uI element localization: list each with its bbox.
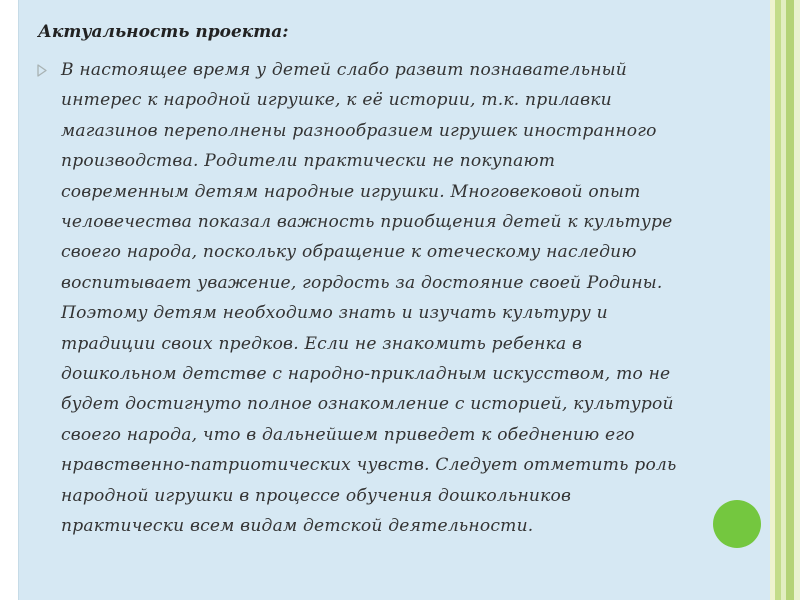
body-line: производства. Родители практически не покупают (61, 151, 556, 172)
body-line: народной игрушки в процессе обучения дошкольников (61, 485, 572, 506)
body-line: нравственно-патриотических чувств. Следует отметить роль (61, 455, 677, 476)
decorative-stripe (786, 0, 794, 600)
body-line: будет достигнуто полное ознакомление с историей, культурой (61, 394, 674, 415)
body-line: традиции своих предков. Если не знакомить ребенка в (61, 333, 583, 354)
body-line: дошкольном детстве с народно-прикладным искусством, то не (61, 364, 671, 385)
body-paragraph (61, 55, 753, 542)
body-line: практически всем видам детской деятельности. (61, 516, 534, 537)
body-line: человечества показал важность приобщения детей к культуре (61, 212, 673, 233)
decorative-stripe (794, 0, 800, 600)
body-line: магазинов переполнены разнообразием игрушек иностранного (61, 120, 657, 141)
slide-title: Актуальность проекта: (38, 22, 289, 42)
arrow-bullet-icon (37, 64, 48, 81)
body-line: Поэтому детям необходимо знать и изучать культуру и (61, 303, 608, 324)
green-circle-decoration (713, 500, 761, 548)
body-line: воспитывает уважение, гордость за достояние своей Родины. (61, 272, 663, 293)
body-line: В настоящее время у детей слабо развит познавательный (61, 60, 627, 80)
body-line: своего народа, что в дальнейшем приведет к обеднению его (61, 424, 635, 445)
body-line: интерес к народной игрушке, к её истории, т.к. прилавки (61, 90, 612, 111)
body-line: современным детям народные игрушки. Многовековой опыт (61, 181, 641, 202)
body-line: своего народа, поскольку обращение к отеческому наследию (61, 242, 637, 263)
